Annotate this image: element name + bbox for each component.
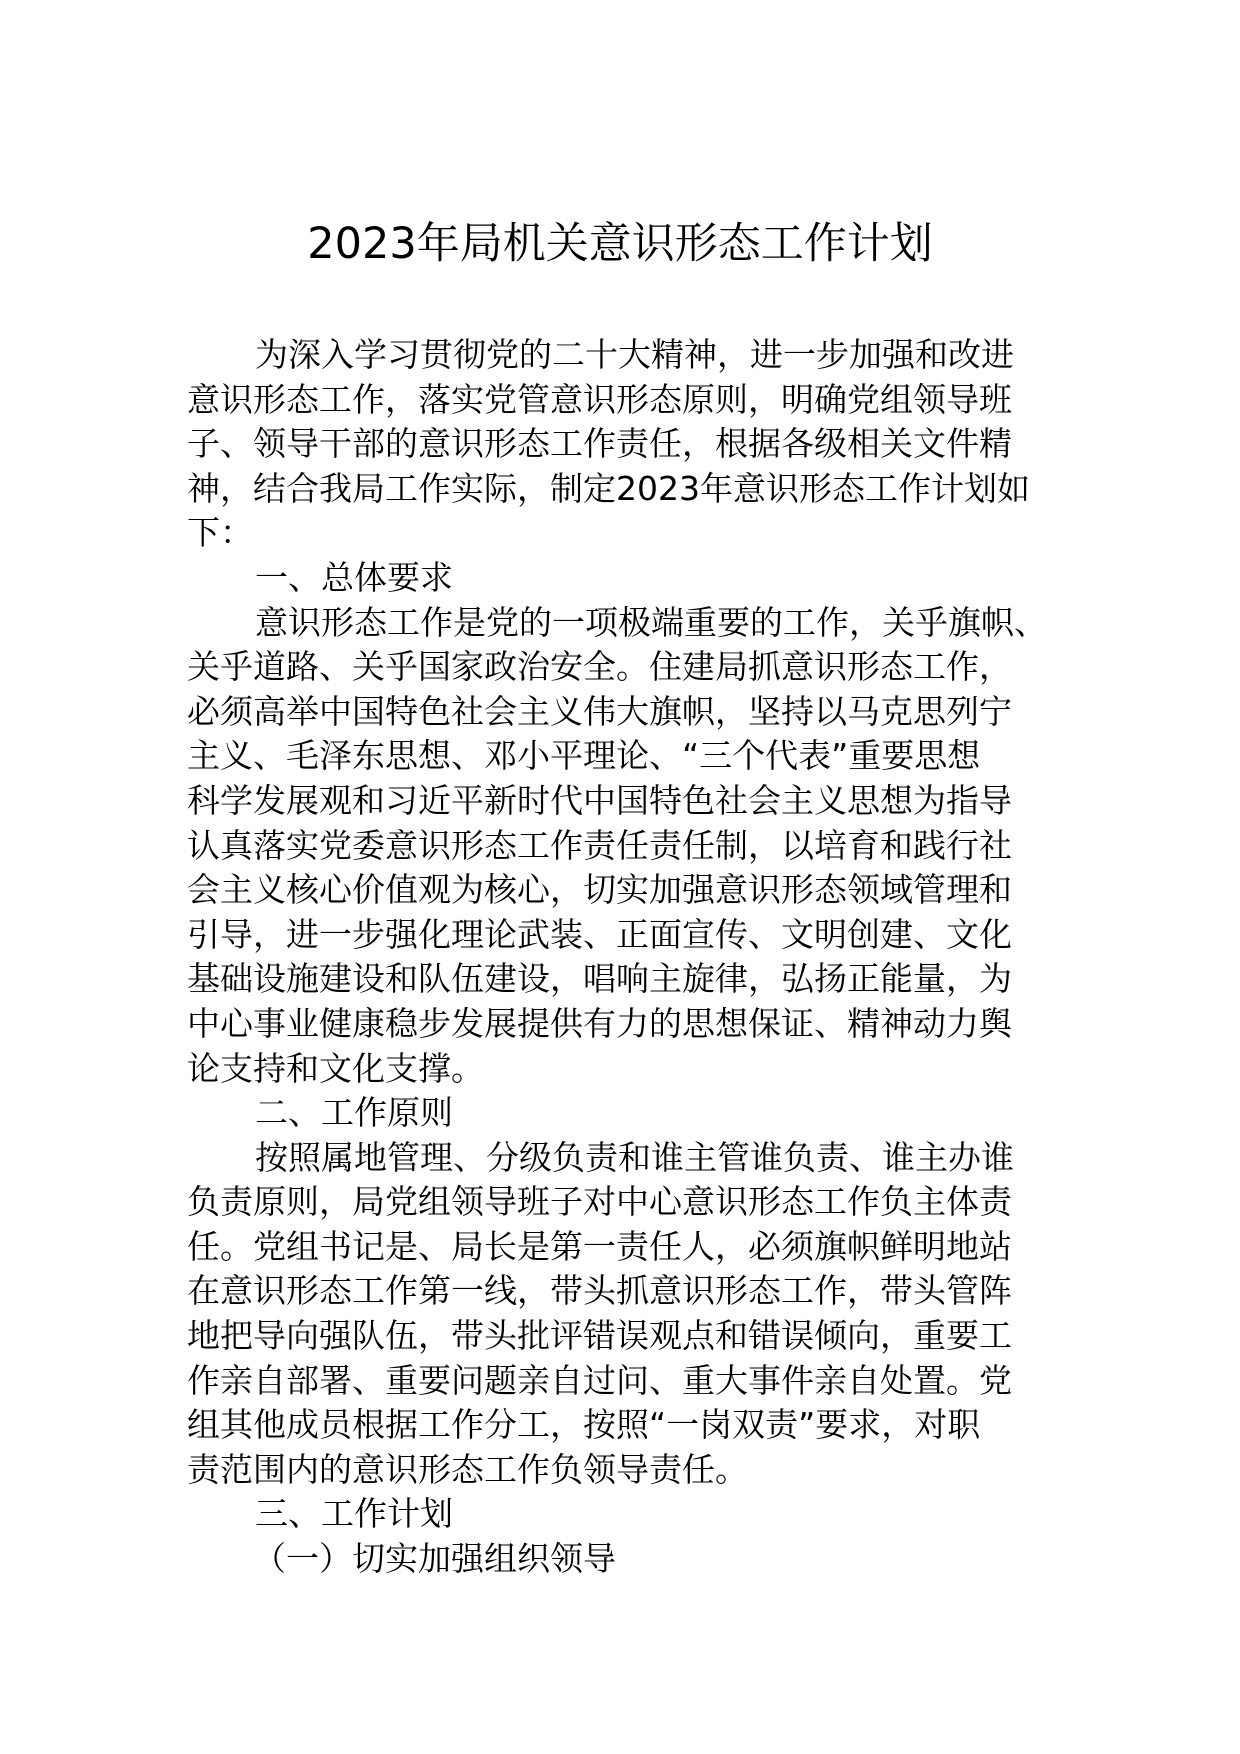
body-line: 下：	[187, 513, 253, 553]
body-line: 中心事业健康稳步发展提供有力的思想保证、精神动力舆	[187, 1003, 1012, 1043]
section-heading: 三、工作计划	[255, 1494, 453, 1534]
body-line: 会主义核心价值观为核心，切实加强意识形态领域管理和	[187, 870, 1012, 910]
body-line: 负责原则，局党组领导班子对中心意识形态工作负主体责	[187, 1182, 1012, 1222]
body-line: 论支持和文化支撑。	[187, 1048, 484, 1088]
body-line: 责范围内的意识形态工作负领导责任。	[187, 1449, 748, 1489]
body-line: 引导，进一步强化理论武装、正面宣传、文明创建、文化	[187, 914, 1012, 954]
body-line: 认真落实党委意识形态工作责任责任制，以培育和践行社	[187, 825, 1012, 865]
body-line: 在意识形态工作第一线，带头抓意识形态工作，带头管阵	[187, 1271, 1012, 1311]
body-line: 神，结合我局工作实际，制定2023年意识形态工作计划如	[187, 468, 1030, 508]
body-line: 子、领导干部的意识形态工作责任，根据各级相关文件精	[187, 424, 1012, 464]
body-line: 意识形态工作，落实党管意识形态原则，明确党组领导班	[187, 379, 1012, 419]
body-line: 意识形态工作是党的一项极端重要的工作，关乎旗帜、	[255, 602, 1047, 642]
body-line: 作亲自部署、重要问题亲自过问、重大事件亲自处置。党	[187, 1360, 1012, 1400]
body-line: 地把导向强队伍，带头批评错误观点和错误倾向，重要工	[187, 1316, 1012, 1356]
document-title: 2023年局机关意识形态工作计划	[307, 219, 933, 269]
body-line: 科学发展观和习近平新时代中国特色社会主义思想为指导	[187, 780, 1012, 820]
body-line: 任。党组书记是、局长是第一责任人，必须旗帜鲜明地站	[187, 1226, 1012, 1266]
body-line: 基础设施建设和队伍建设，唱响主旋律，弘扬正能量，为	[187, 959, 1012, 999]
body-line: 主义、毛泽东思想、邓小平理论、“三个代表”重要思想	[187, 736, 981, 776]
body-line: 必须高举中国特色社会主义伟大旗帜，坚持以马克思列宁	[187, 691, 1012, 731]
body-line: 为深入学习贯彻党的二十大精神，进一步加强和改进	[255, 335, 1014, 374]
section-heading: 二、工作原则	[255, 1093, 453, 1133]
body-line: 关乎道路、关乎国家政治安全。住建局抓意识形态工作，	[187, 647, 1012, 687]
subsection-heading: （一）切实加强组织领导	[253, 1539, 616, 1579]
body-line: 按照属地管理、分级负责和谁主管谁负责、谁主办谁	[255, 1137, 1014, 1177]
document-body	[187, 333, 1067, 1582]
section-heading: 一、总体要求	[255, 557, 453, 597]
body-line: 组其他成员根据工作分工，按照“一岗双责”要求，对职	[187, 1405, 981, 1445]
